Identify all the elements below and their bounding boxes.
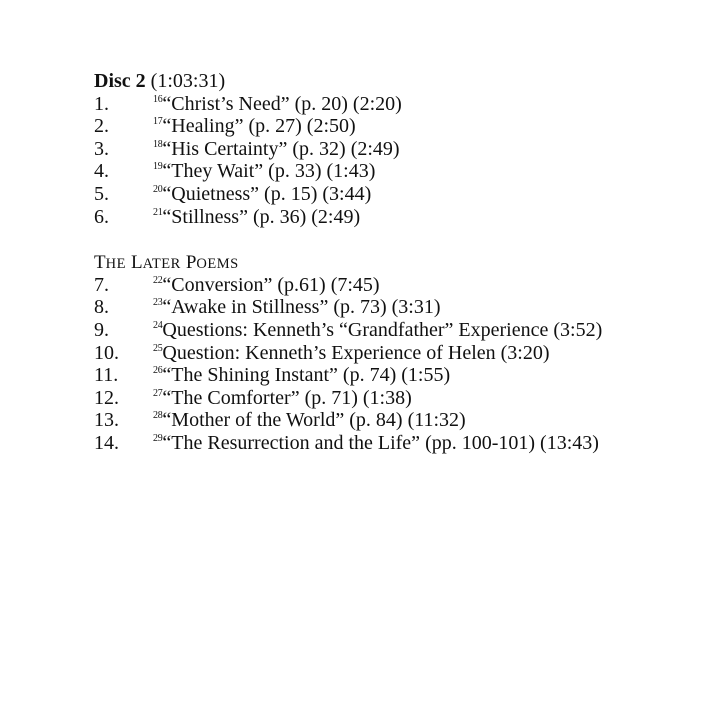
track-title: “Stillness” (p. 36) (2:49) xyxy=(162,205,361,228)
track-entry xyxy=(153,115,356,138)
section-heading xyxy=(94,251,704,274)
track-title: Questions: Kenneth’s “Grandfather” Experience (3:52) xyxy=(162,318,603,341)
track-row xyxy=(94,160,704,183)
track-number: 2. xyxy=(94,115,109,138)
footnote-marker: 23 xyxy=(153,297,163,309)
track-entry xyxy=(153,160,375,183)
track-title: “Quietness” (p. 15) (3:44) xyxy=(162,182,372,205)
disc-duration: (1:03:31) xyxy=(150,70,226,92)
track-number: 10. xyxy=(94,341,119,364)
track-row xyxy=(94,342,704,365)
track-number: 5. xyxy=(94,182,109,205)
section-heading-rest: OEMS xyxy=(196,256,239,273)
track-entry xyxy=(153,296,441,319)
track-entry xyxy=(153,409,466,432)
track-row xyxy=(94,319,704,342)
track-row xyxy=(94,274,704,297)
track-entry xyxy=(153,93,402,116)
track-entry xyxy=(153,138,400,161)
track-row xyxy=(94,387,704,410)
track-row xyxy=(94,115,704,138)
track-row xyxy=(94,206,704,229)
track-title: “His Certainty” (p. 32) (2:49) xyxy=(162,137,400,160)
track-title: “Awake in Stillness” (p. 73) (3:31) xyxy=(162,296,441,319)
footnote-marker: 20 xyxy=(153,183,163,195)
track-title: “Healing” (p. 27) (2:50) xyxy=(162,115,356,138)
track-number: 8. xyxy=(94,296,109,319)
track-entry xyxy=(153,387,412,410)
track-number: 1. xyxy=(94,92,109,115)
section-heading-cap: P xyxy=(185,252,197,274)
track-entry xyxy=(153,342,550,365)
section-heading-cap: L xyxy=(130,252,143,274)
track-listing xyxy=(94,70,704,455)
footnote-marker: 25 xyxy=(153,342,163,354)
footnote-marker: 21 xyxy=(153,206,163,218)
disc-label: Disc 2 xyxy=(94,70,146,92)
track-entry xyxy=(153,319,602,342)
section-spacer xyxy=(94,228,704,251)
footnote-marker: 22 xyxy=(153,274,163,286)
track-title: “Christ’s Need” (p. 20) (2:20) xyxy=(162,92,402,115)
section-heading-cap: T xyxy=(94,252,106,274)
track-row xyxy=(94,138,704,161)
track-title: “Mother of the World” (p. 84) (11:32) xyxy=(162,409,466,432)
track-entry xyxy=(153,364,450,387)
footnote-marker: 18 xyxy=(153,138,163,150)
footnote-marker: 28 xyxy=(153,410,163,422)
track-row xyxy=(94,432,704,455)
disc-track-list xyxy=(94,93,704,229)
track-number: 3. xyxy=(94,137,109,160)
track-title: “Conversion” (p.61) (7:45) xyxy=(162,273,380,296)
track-number: 11. xyxy=(94,364,119,387)
track-number: 4. xyxy=(94,160,109,183)
track-row xyxy=(94,183,704,206)
footnote-marker: 26 xyxy=(153,365,163,377)
track-title: “The Resurrection and the Life” (pp. 100-101) (13:43) xyxy=(162,431,599,454)
footnote-marker: 24 xyxy=(153,319,163,331)
section-heading-rest: ATER xyxy=(142,256,181,273)
track-number: 9. xyxy=(94,318,109,341)
later-poems-track-list xyxy=(94,274,704,455)
footnote-marker: 27 xyxy=(153,387,163,399)
footnote-marker: 19 xyxy=(153,161,163,173)
track-number: 7. xyxy=(94,273,109,296)
track-row xyxy=(94,93,704,116)
track-title: Question: Kenneth’s Experience of Helen (3:20) xyxy=(162,341,550,364)
track-entry xyxy=(153,432,599,455)
track-entry xyxy=(153,206,360,229)
track-entry xyxy=(153,183,371,206)
track-number: 12. xyxy=(94,386,119,409)
track-row xyxy=(94,364,704,387)
track-row xyxy=(94,296,704,319)
footnote-marker: 29 xyxy=(153,432,163,444)
track-number: 6. xyxy=(94,205,109,228)
track-number: 14. xyxy=(94,431,119,454)
track-title: “The Shining Instant” (p. 74) (1:55) xyxy=(162,364,451,387)
track-title: “They Wait” (p. 33) (1:43) xyxy=(162,160,376,183)
footnote-marker: 17 xyxy=(153,116,163,128)
track-number: 13. xyxy=(94,409,119,432)
footnote-marker: 16 xyxy=(153,93,163,105)
section-heading-rest: HE xyxy=(105,256,126,273)
disc-heading xyxy=(94,70,704,93)
track-entry xyxy=(153,274,380,297)
track-row xyxy=(94,409,704,432)
track-title: “The Comforter” (p. 71) (1:38) xyxy=(162,386,412,409)
